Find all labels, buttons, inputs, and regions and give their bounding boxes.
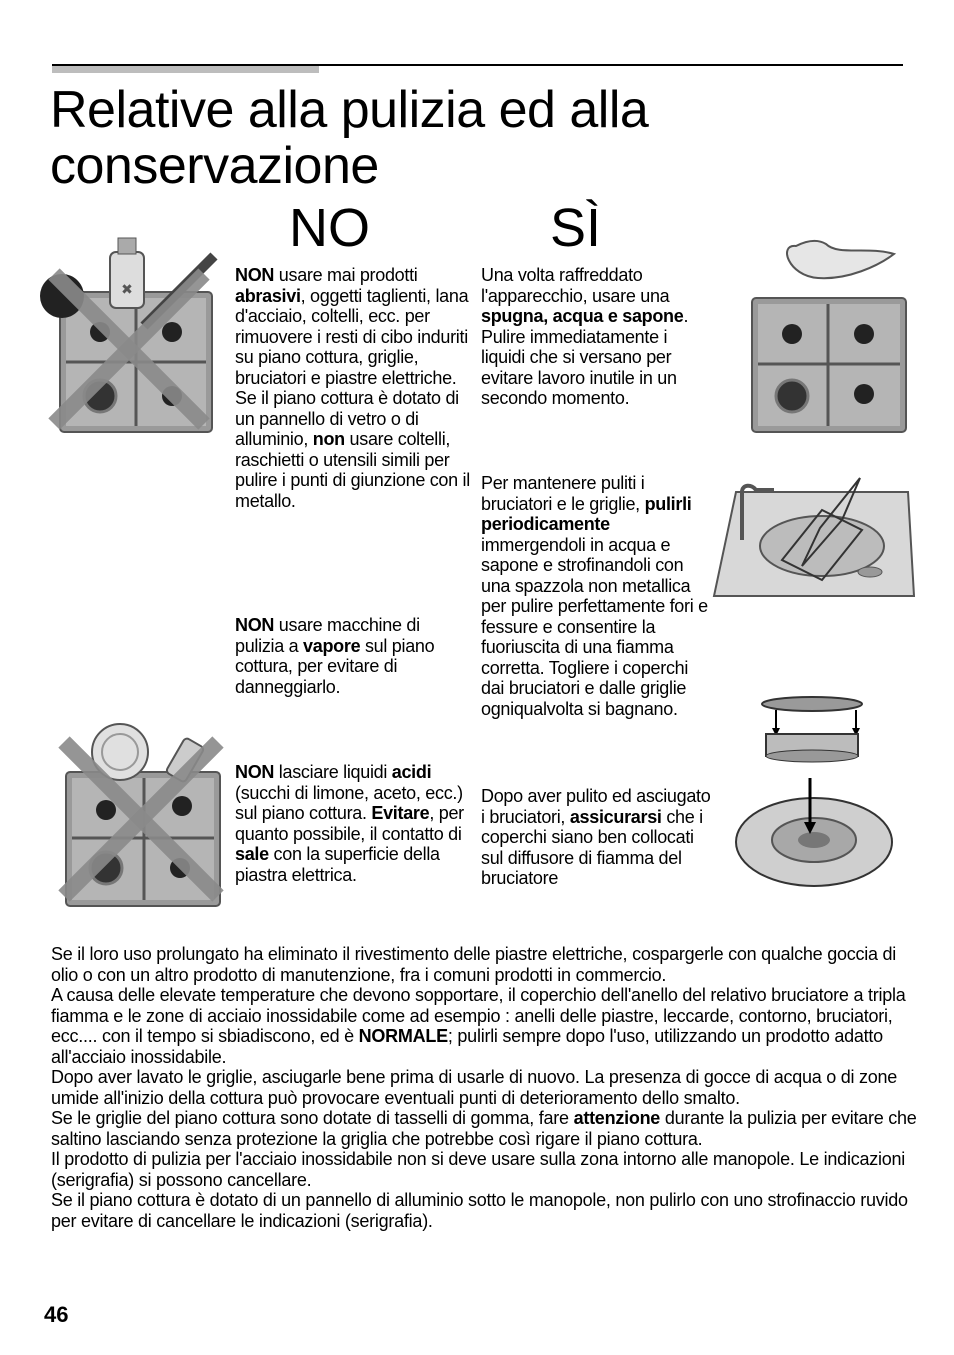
- si-item-burner-caps: [481, 786, 713, 889]
- text-run: Dopo aver pulito ed asciugato i bruciatori,: [481, 786, 711, 827]
- page-number: 46: [44, 1302, 69, 1327]
- column-heading-no: NO: [289, 198, 370, 258]
- bold-text-run: NON: [235, 265, 275, 285]
- paragraph-knobs: Il prodotto di pulizia per l'acciaio inossidabile non si deve usare sulla zona intorno alle manopole. Le indicazioni (serigrafia) si possono cancellare.: [51, 1149, 905, 1190]
- text-run: usare macchine di pulizia a: [235, 615, 420, 656]
- paragraph-oil: Se il loro uso prolungato ha eliminato il rivestimento delle piastre elettriche, cospargerle con qualche goccia di olio o con un altro prodotto di manutenzione, fra i comuni prodotti in commercio.: [51, 944, 896, 985]
- bold-text-run: non: [312, 429, 345, 449]
- bold-text-run: vapore: [303, 635, 361, 656]
- hob-acids-crossed-illustration: [58, 718, 224, 908]
- page-title-line-1: Relative alla pulizia ed alla: [50, 81, 649, 139]
- text-run: usare mai prodotti: [274, 265, 418, 285]
- text-run: , per quanto possibile, il contatto di: [235, 803, 464, 844]
- text-run: che i coperchi siano ben collocati sul diffusore di fiamma del bruciatore: [481, 806, 703, 888]
- text-run: con la superficie della piastra elettrica.: [235, 844, 440, 885]
- text-run: Una volta raffreddato l'apparecchio, usare una: [481, 265, 670, 306]
- page-title-line-2: conservazione: [50, 137, 379, 195]
- hob-sponge-illustration: [748, 236, 910, 436]
- no-item-acids: [235, 762, 471, 885]
- si-item-sponge: [481, 265, 713, 409]
- text-run: , oggetti taglienti, lana d'acciaio, coltelli, ecc. per rimuovere i resti di cibo induriti su piano cottura, griglie, bruciatori e piastre elettriche. Se il piano cottura è dotato di un pannello di vetro o di alluminio,: [235, 285, 469, 449]
- bold-text-run: pulirli periodicamente: [481, 493, 692, 534]
- si-item-periodic-cleaning: [481, 473, 713, 719]
- bold-text-run: acidi: [391, 762, 432, 782]
- bold-text-run: NON: [235, 615, 275, 635]
- text-run: usare coltelli, raschietti o utensili simili per pulire i punti di giunzione con il metallo.: [235, 429, 470, 511]
- text-run: Per mantenere puliti i bruciatori e le griglie,: [481, 473, 645, 514]
- bold-text-run: spugna, acqua e sapone: [481, 306, 684, 326]
- paragraph-dry-grids: Dopo aver lavato le griglie, asciugarle bene prima di usarle di nuovo. La presenza di gocce di acqua o di zone umide all'inizio della cottura può provocare eventuali punti di deterioramento dello smalto.: [51, 1067, 898, 1108]
- bold-text-run: assicurarsi: [569, 806, 662, 827]
- burner-cap-diffuser-illustration: [730, 694, 910, 904]
- svg-text:✖: ✖: [121, 281, 133, 297]
- sink-washing-grids-illustration: [712, 470, 916, 602]
- text-run: . Pulire immediatamente i liquidi che si versano per evitare lavoro inutile in un secondo momento.: [481, 306, 689, 408]
- text-run: (succhi di limone, aceto, ecc.) sul piano cottura.: [235, 782, 463, 823]
- body-text: [51, 944, 921, 1231]
- column-heading-si: SÌ: [550, 198, 602, 258]
- no-item-steam: [235, 615, 471, 697]
- paragraph-aluminium-panel: Se il piano cottura è dotato di un pannello di alluminio sotto le manopole, non pulirlo con uno strofinaccio ruvido per evitare di cancellare le indicazioni (serigrafia).: [51, 1190, 908, 1231]
- bold-text-run: Evitare: [371, 803, 430, 823]
- text-run: sul piano cottura, per evitare di danneggiarlo.: [235, 635, 435, 697]
- text-run: lasciare liquidi: [274, 762, 392, 782]
- bold-text-run: abrasivi: [235, 285, 301, 306]
- page-title: [50, 82, 648, 194]
- no-item-abrasives: [235, 265, 471, 511]
- paragraph-rubber-pads: Se le griglie del piano cottura sono dotate di tasselli di gomma, fare attenzione durante la pulizia per evitare che saltino lasciando senza protezione la griglia che potrebbe così rigare il piano cottura.: [51, 1108, 917, 1149]
- bold-text-run: sale: [235, 844, 269, 864]
- bold-text-run: NON: [235, 762, 275, 782]
- paragraph-stainless: A causa delle elevate temperature che devono sopportare, il coperchio dell'anello del relativo bruciatore a tripla fiamma e le zone di acciaio inossidabile come ad esempio : anelli delle piastre, leccarde, contorno, bruciatori, ecc.... con il tempo si sbiadiscono, ed è NORMALE; pulirli sempre dopo l'uso, utilizzando un prodotto adatto all'acciaio inossidabile.: [51, 985, 906, 1067]
- hob-abrasives-crossed-illustration: [34, 234, 224, 434]
- text-run: immergendoli in acqua e sapone e strofinandoli con una spazzola non metallica per pulire perfettamente fori e fessure e consentire la fuoriuscita di una fiamma corretta. Togliere i coperchi dai bruciatori e dalle griglie ogniqualvolta si bagnano.: [481, 534, 708, 719]
- header-accent-bar: [52, 66, 319, 73]
